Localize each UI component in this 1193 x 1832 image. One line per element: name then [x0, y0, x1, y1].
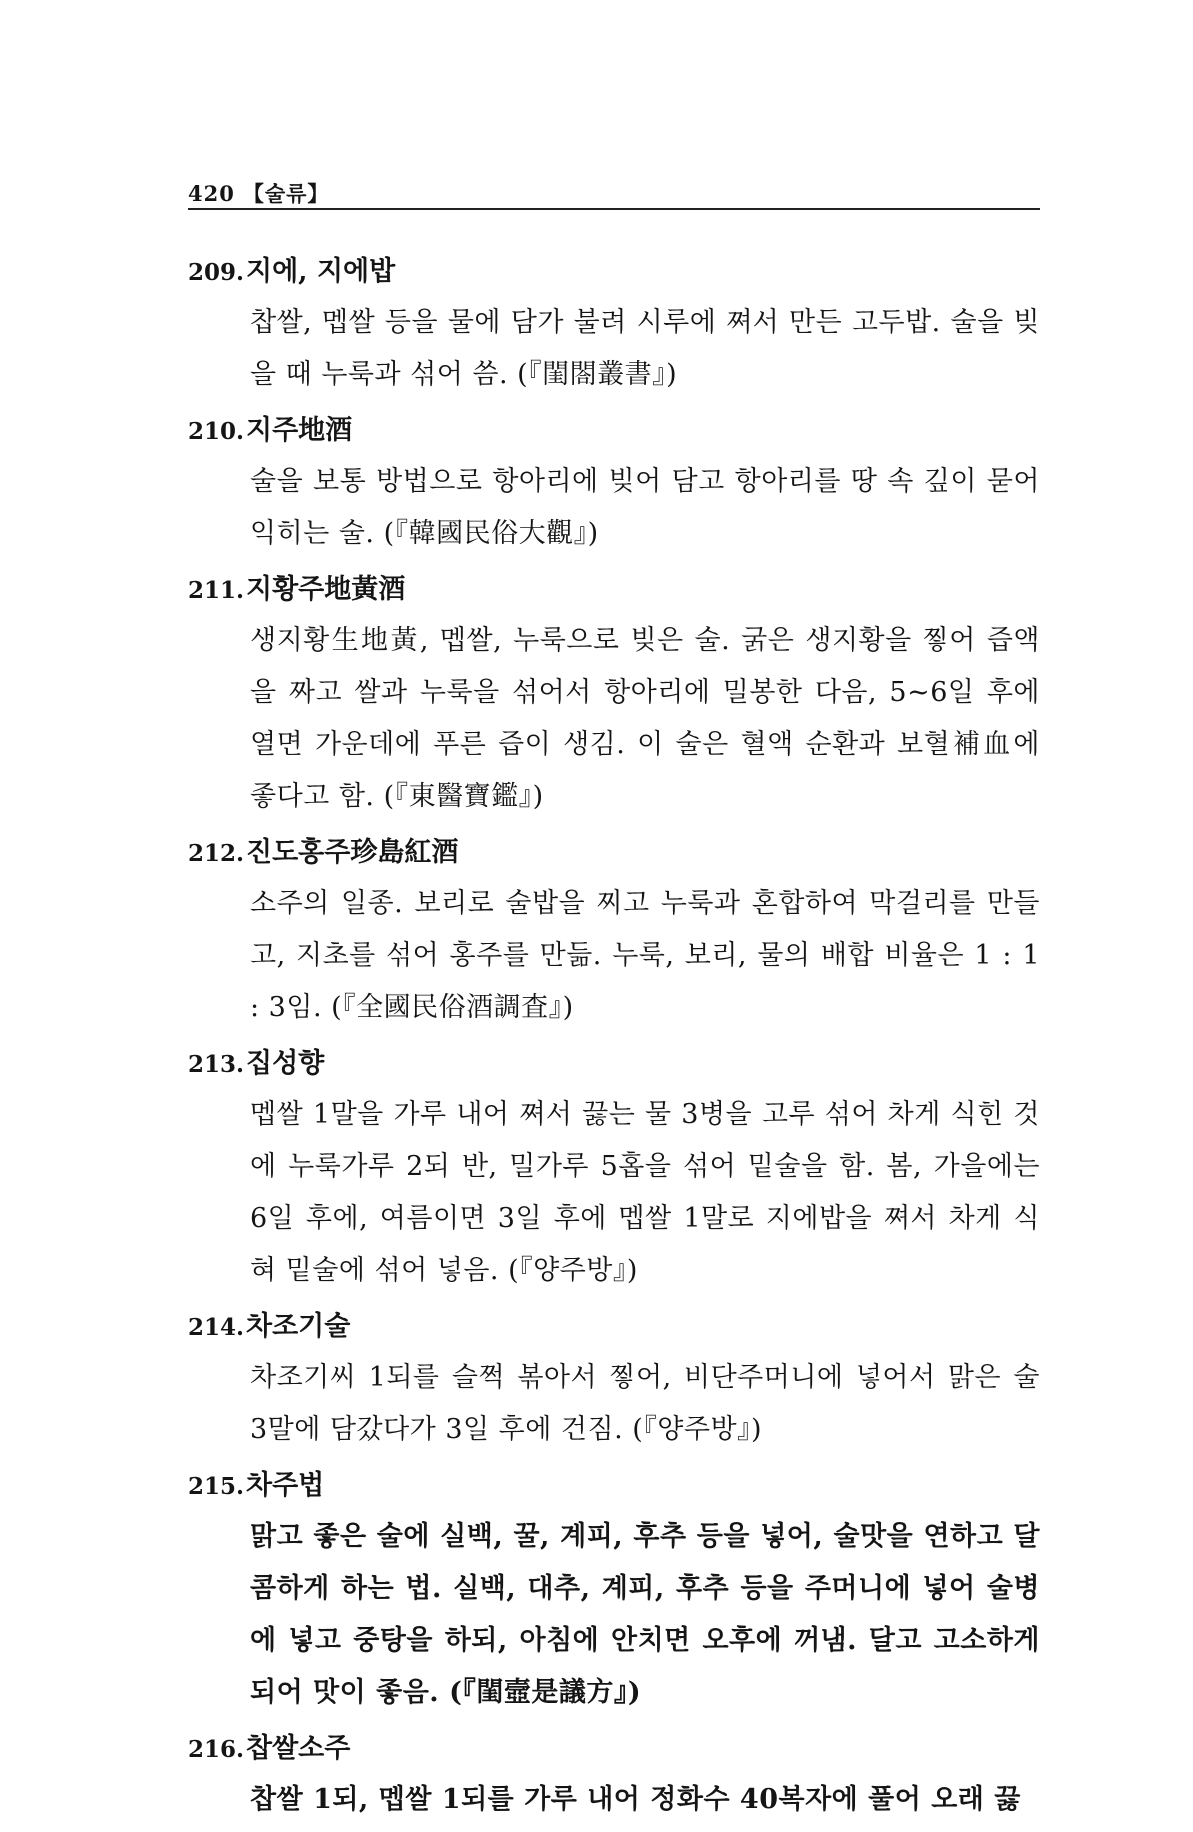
entry-heading	[188, 1303, 1040, 1352]
entry-text: 찹쌀, 멥쌀 등을 물에 담가 불려 시루에 쪄서 만든 고두밥. 술을 빚을 때 누룩과 섞어 씀. (『閨閤叢書』)	[250, 307, 1040, 390]
glossary-entries	[188, 248, 1040, 1832]
entry-text: 맑고 좋은 술에 실백, 꿀, 계피, 후추 등을 넣어, 술맛을 연하고 달콤하게 하는 법. 실백, 대추, 계피, 후추 등을 주머니에 넣어 술병에 넣고 중탕을 하되, 아침에 안치면 오후에 꺼냄. 달고 고소하게 되어 맛이 좋음. (『閨壼是議方』)	[250, 1521, 1040, 1708]
entry-heading	[188, 248, 1040, 297]
entry-number: 210.	[188, 418, 245, 445]
entry-number: 213.	[188, 1051, 245, 1078]
entry-210	[188, 407, 1040, 560]
entry-214	[188, 1303, 1040, 1456]
entry-number: 214.	[188, 1314, 245, 1341]
entry-text: 소주의 일종. 보리로 술밥을 찌고 누룩과 혼합하여 막걸리를 만들고, 지초를 섞어 홍주를 만듦. 누룩, 보리, 물의 배합 비율은 1 : 1 : 3임. (『全國民俗酒調査』)	[250, 888, 1040, 1023]
entry-title: 지에, 지에밥	[246, 256, 396, 287]
entry-heading	[188, 566, 1040, 615]
entry-text: 멥쌀 1말을 가루 내어 쪄서 끓는 물 3병을 고루 섞어 차게 식힌 것에 누룩가루 2되 반, 밀가루 5홉을 섞어 밑술을 함. 봄, 가을에는 6일 후에, 여름이면 3일 후에 멥쌀 1말로 지에밥을 쪄서 차게 식혀 밑술에 섞어 넣음. (『양주방』)	[250, 1099, 1040, 1286]
page-number: 420	[188, 181, 235, 206]
entry-text: 찹쌀 1되, 멥쌀 1되를 가루 내어 정화수 40복자에 풀어 오래 끓	[250, 1784, 1021, 1815]
entry-212	[188, 829, 1040, 1034]
entry-heading	[188, 829, 1040, 878]
header-rule	[188, 208, 1040, 210]
entry-number: 211.	[188, 577, 245, 604]
entry-title: 차조기술	[246, 1311, 351, 1342]
entry-number: 216.	[188, 1736, 245, 1763]
entry-heading	[188, 1462, 1040, 1511]
entry-215	[188, 1462, 1040, 1719]
running-head	[188, 178, 329, 208]
entry-text: 생지황生地黃, 멥쌀, 누룩으로 빚은 술. 굵은 생지황을 찧어 즙액을 짜고 쌀과 누룩을 섞어서 항아리에 밀봉한 다음, 5~6일 후에 열면 가운데에 푸른 즙이 생김. 이 술은 혈액 순환과 보혈補血에 좋다고 함. (『東醫寶鑑』)	[250, 625, 1040, 812]
entry-text: 차조기씨 1되를 슬쩍 볶아서 찧어, 비단주머니에 넣어서 맑은 술 3말에 담갔다가 3일 후에 건짐. (『양주방』)	[250, 1362, 1040, 1445]
entry-title: 지주地酒	[246, 415, 353, 446]
entry-number: 212.	[188, 840, 245, 867]
entry-heading	[188, 1040, 1040, 1089]
entry-title: 집성향	[246, 1048, 325, 1079]
entry-title: 찹쌀소주	[246, 1733, 351, 1764]
entry-216	[188, 1725, 1040, 1826]
entry-title: 차주법	[246, 1470, 325, 1501]
entry-heading	[188, 407, 1040, 456]
entry-211	[188, 566, 1040, 823]
entry-209	[188, 248, 1040, 401]
entry-title: 진도홍주珍島紅酒	[246, 837, 459, 868]
entry-text: 술을 보통 방법으로 항아리에 빚어 담고 항아리를 땅 속 깊이 묻어 익히는 술. (『韓國民俗大觀』)	[250, 466, 1040, 549]
section-title: 【술류】	[242, 181, 330, 206]
entry-title: 지황주地黃酒	[246, 574, 406, 605]
entry-number: 215.	[188, 1473, 245, 1500]
entry-number: 209.	[188, 259, 245, 286]
entry-213	[188, 1040, 1040, 1297]
